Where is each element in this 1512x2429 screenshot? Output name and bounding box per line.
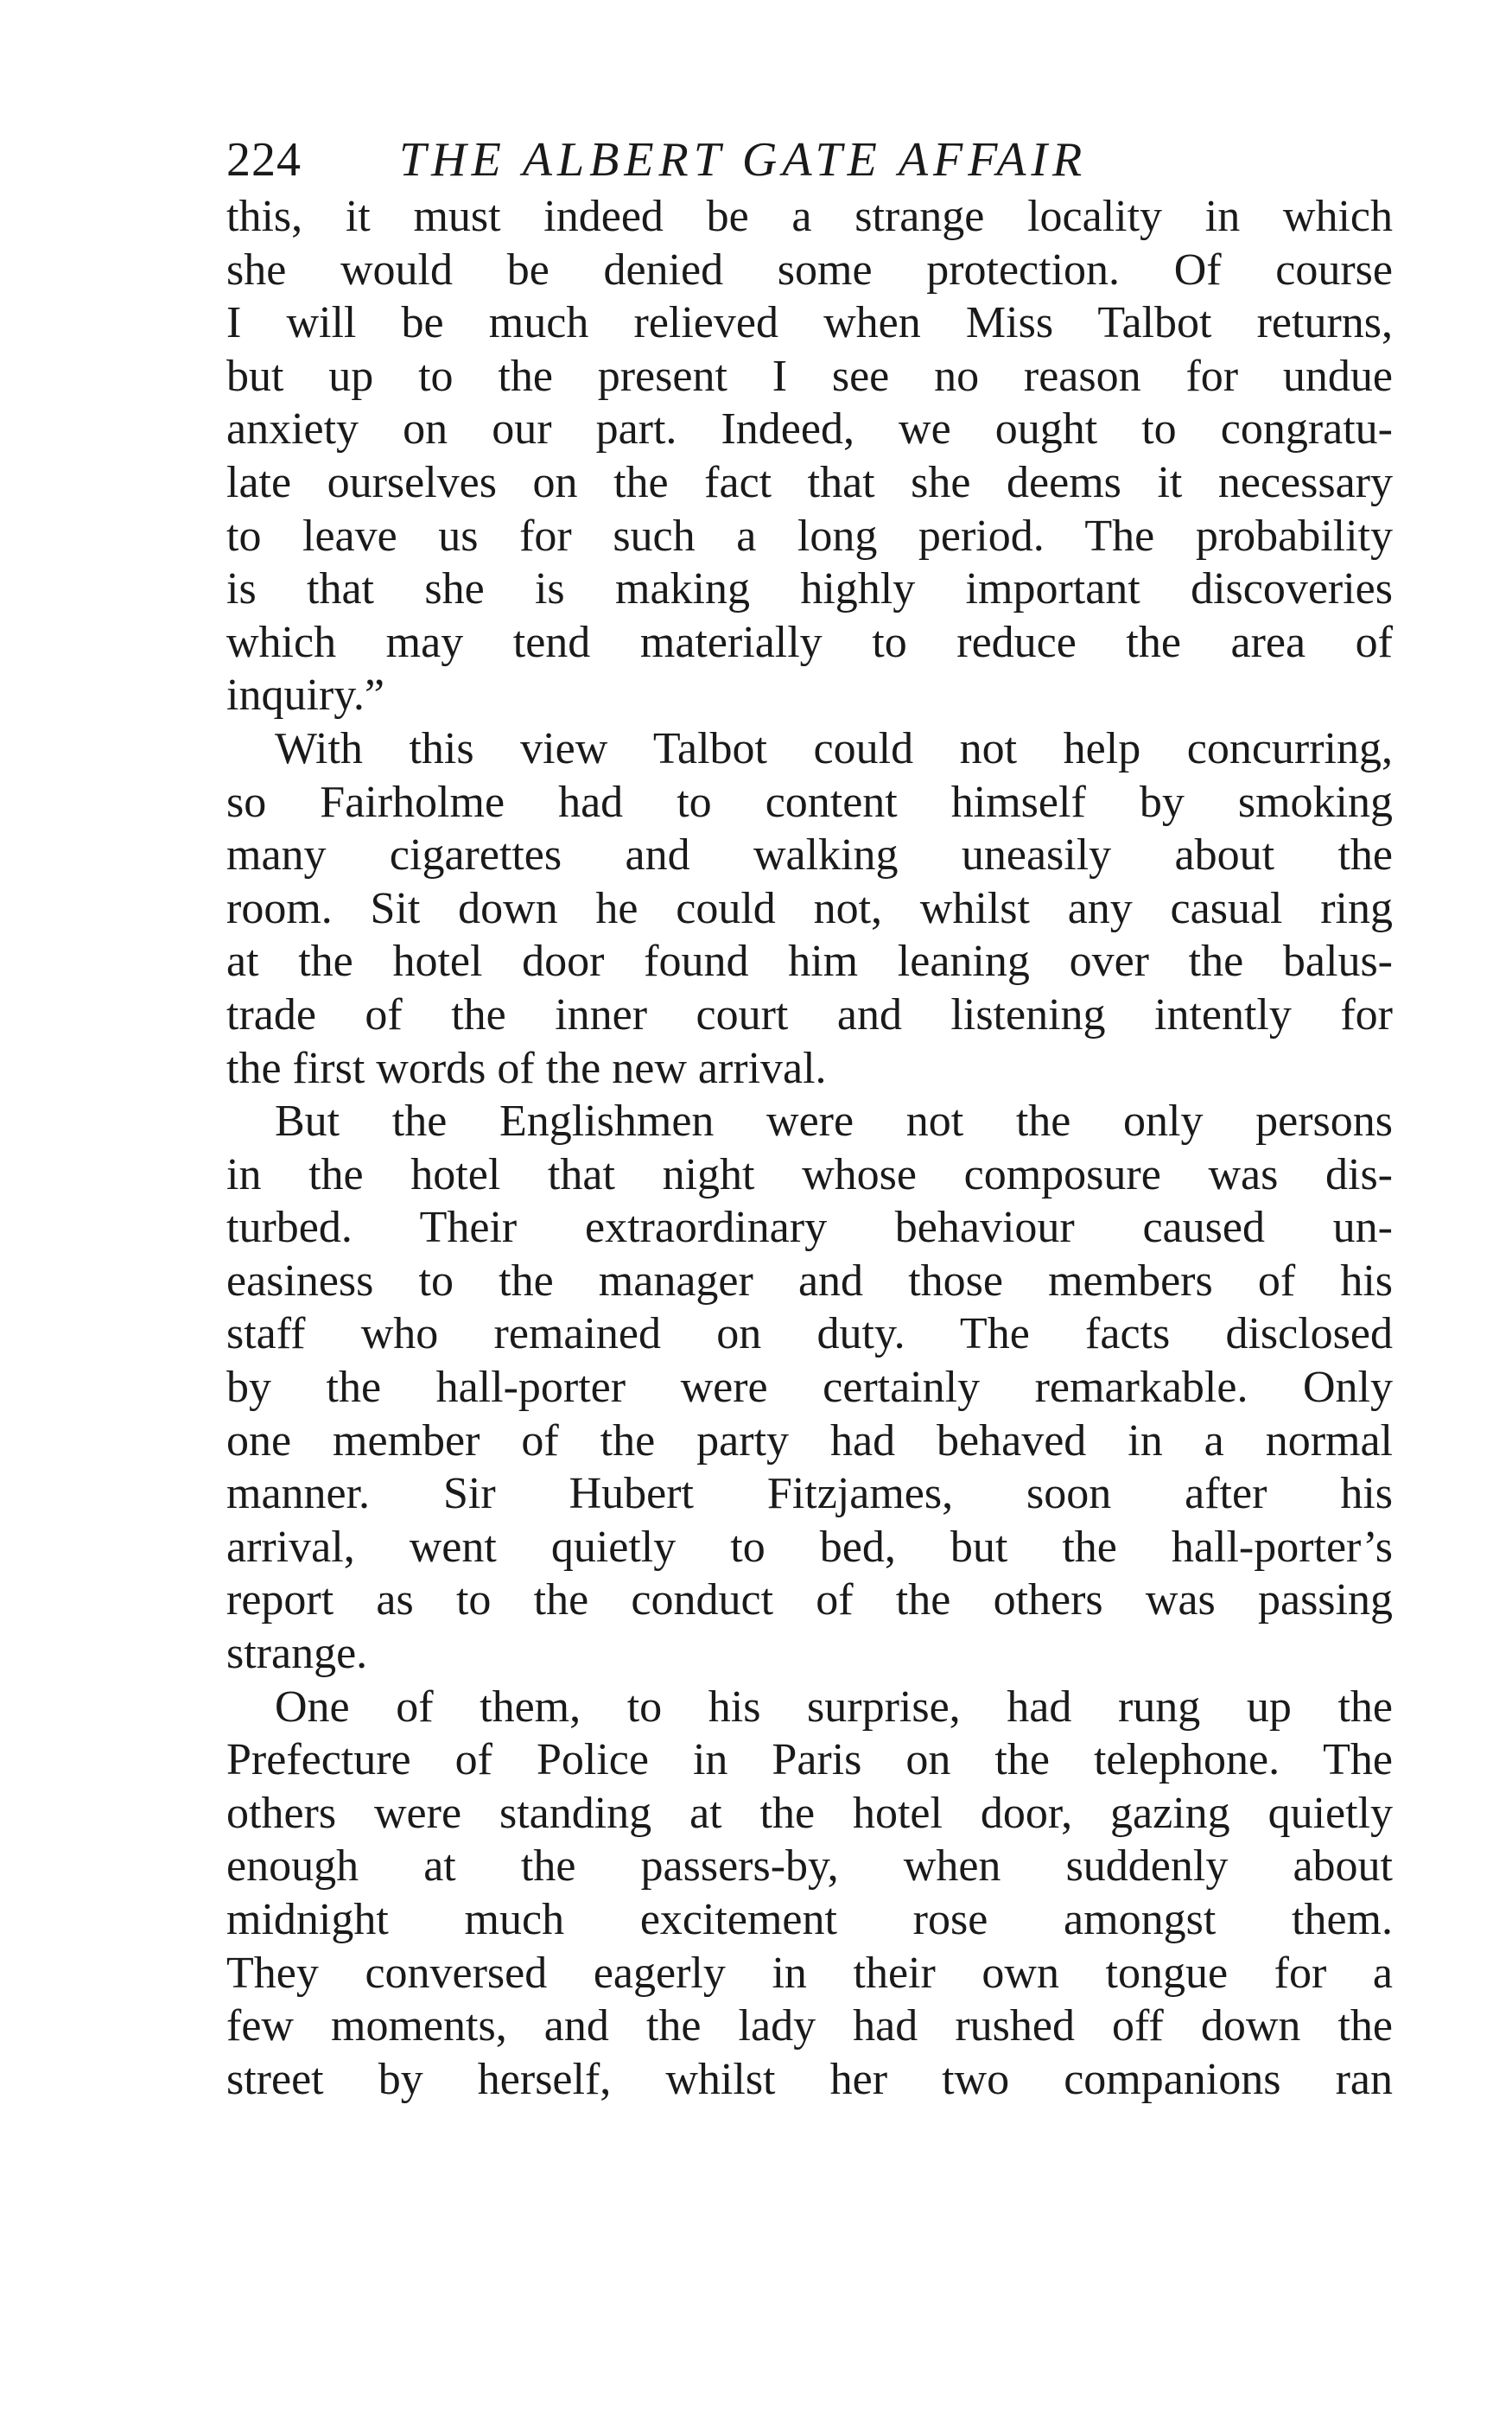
text-line: But the Englishmen were not the only persons [275, 1097, 1393, 1147]
text-line: report as to the conduct of the others was passing [226, 1575, 1393, 1625]
text-line: street by herself, whilst her two companions ran [226, 2054, 1393, 2104]
text-line: I will be much relieved when Miss Talbot returns, [226, 298, 1393, 348]
text-line: room. Sit down he could not, whilst any casual ring [226, 883, 1393, 933]
text-line: arrival, went quietly to bed, but the hall-porter’s [226, 1522, 1393, 1572]
text-line: so Fairholme had to content himself by smoking [226, 777, 1393, 827]
text-line: at the hotel door found him leaning over the balus- [226, 937, 1393, 987]
text-line: easiness to the manager and those members of his [226, 1256, 1393, 1306]
text-line: many cigarettes and walking uneasily about the [226, 830, 1393, 881]
text-line: anxiety on our part. Indeed, we ought to congratu- [226, 404, 1393, 455]
text-line: in the hotel that night whose composure was dis- [226, 1149, 1393, 1199]
book-page [226, 130, 1393, 2106]
body-text [226, 190, 1393, 2106]
text-line: strange. [226, 1629, 368, 1679]
text-line: which may tend materially to reduce the area of [226, 617, 1393, 667]
text-line: With this view Talbot could not help concurring, [275, 723, 1393, 773]
text-line: inquiry.” [226, 671, 384, 721]
text-line: she would be denied some protection. Of course [226, 245, 1393, 295]
text-line: to leave us for such a long period. The probability [226, 511, 1393, 561]
running-head [226, 130, 1393, 190]
text-line: is that she is making highly important discoveries [226, 564, 1393, 614]
text-line: Prefecture of Police in Paris on the telephone. The [226, 1735, 1393, 1785]
text-line: midnight much excitement rose amongst them. [226, 1895, 1393, 1944]
text-line: others were standing at the hotel door, gazing quietly [226, 1788, 1393, 1838]
text-line: this, it must indeed be a strange locality in which [226, 192, 1393, 241]
book-title: THE ALBERT GATE AFFAIR [399, 133, 1088, 187]
text-line: One of them, to his surprise, had rung up the [275, 1682, 1393, 1732]
text-line: They conversed eagerly in their own tongue for a [226, 1948, 1393, 1998]
text-line: manner. Sir Hubert Fitzjames, soon after his [226, 1469, 1393, 1519]
text-line: trade of the inner court and listening intently for [226, 989, 1393, 1040]
text-line: but up to the present I see no reason for undue [226, 351, 1393, 401]
text-line: staff who remained on duty. The facts disclosed [226, 1309, 1393, 1359]
text-line: late ourselves on the fact that she deems it necessary [226, 457, 1393, 507]
text-line: turbed. Their extraordinary behaviour caused un- [226, 1203, 1393, 1253]
text-line: by the hall-porter were certainly remarkable. Only [226, 1363, 1393, 1413]
text-line: enough at the passers-by, when suddenly about [226, 1841, 1393, 1892]
text-line: few moments, and the lady had rushed off down the [226, 2001, 1393, 2051]
text-line: one member of the party had behaved in a normal [226, 1415, 1393, 1466]
text-line: the first words of the new arrival. [226, 1043, 827, 1093]
page-number: 224 [226, 133, 302, 187]
